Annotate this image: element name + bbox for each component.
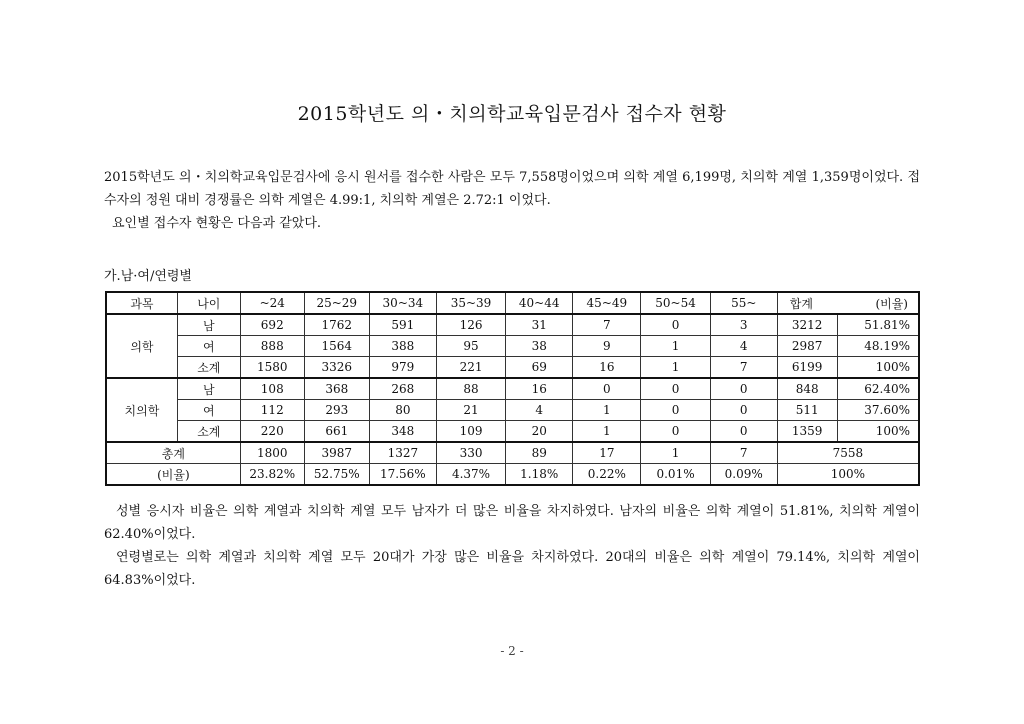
table-header-row [106,292,919,314]
value-cell: 95 [436,336,505,357]
grand-ratio-cell: 100% [777,464,919,486]
table-row [106,378,919,400]
value-cell: 1 [641,336,710,357]
value-cell: 1762 [304,314,369,336]
gender-paragraph: 성별 응시자 비율은 의학 계열과 치의학 계열 모두 남자가 더 많은 비율을 차지하였다. 남자의 비율은 의학 계열이 51.81%, 치의학 계열이 62.40%이었다. [104,504,920,542]
group-name-cell: 의학 [106,314,177,378]
value-cell: 221 [436,357,505,379]
row-label-cell: 남 [177,314,240,336]
header-age-cell: 30~34 [369,292,436,314]
ratio-cell: 100% [837,421,919,443]
value-cell: 0 [641,421,710,443]
total-cell: 3212 [777,314,837,336]
page-number: - 2 - [500,644,524,658]
value-cell: 293 [304,400,369,421]
total-cell: 848 [777,378,837,400]
table-row [106,314,919,336]
value-cell: 80 [369,400,436,421]
ratio-cell: 51.81% [837,314,919,336]
value-cell: 17 [573,442,641,464]
value-cell: 388 [369,336,436,357]
applicant-table [105,291,920,486]
value-cell: 1580 [240,357,304,379]
header-total-ratio [777,292,919,314]
value-cell: 9 [573,336,641,357]
grand-total-row [106,442,919,464]
value-cell: 4 [710,336,777,357]
header-age-cell: 45~49 [573,292,641,314]
value-cell: 1564 [304,336,369,357]
grand-ratio-row [106,464,919,486]
value-cell: 88 [436,378,505,400]
section-label: 가.남·여/연령별 [104,269,192,284]
row-label-cell: 남 [177,378,240,400]
value-cell: 21 [436,400,505,421]
value-cell: 1800 [240,442,304,464]
total-cell: 511 [777,400,837,421]
value-cell: 52.75% [304,464,369,486]
value-cell: 7 [573,314,641,336]
intro-text: 2015학년도 의・치의학교육입문검사에 응시 원서를 접수한 사람은 모두 7,558명이었으며 의학 계열 6,199명, 치의학 계열 1,359명이었다. 접수자의 정원 대비 경쟁률은 의학 계열은 4.99:1, 치의학 계열은 2.72:1 이었다. [104,170,920,208]
ratio-cell: 62.40% [837,378,919,400]
value-cell: 0 [641,314,710,336]
value-cell: 268 [369,378,436,400]
header-ratio: (비율) [875,296,908,311]
value-cell: 0.09% [710,464,777,486]
value-cell: 1 [641,357,710,379]
value-cell: 17.56% [369,464,436,486]
header-age-cell: 25~29 [304,292,369,314]
header-age-cell: 50~54 [641,292,710,314]
value-cell: 0 [710,378,777,400]
total-cell: 1359 [777,421,837,443]
value-cell: 69 [506,357,573,379]
row-label-cell: 소계 [177,421,240,443]
value-cell: 108 [240,378,304,400]
ratio-cell: 37.60% [837,400,919,421]
header-major: 과목 [106,292,177,314]
value-cell: 109 [436,421,505,443]
header-age-cell: 55~ [710,292,777,314]
value-cell: 126 [436,314,505,336]
value-cell: 692 [240,314,304,336]
value-cell: 38 [506,336,573,357]
grand-total-cell: 7558 [777,442,919,464]
value-cell: 0 [573,378,641,400]
header-age-cell: 35~39 [436,292,505,314]
value-cell: 0 [641,400,710,421]
value-cell: 348 [369,421,436,443]
value-cell: 31 [506,314,573,336]
value-cell: 112 [240,400,304,421]
value-cell: 1.18% [506,464,573,486]
total-cell: 6199 [777,357,837,379]
header-age: 나이 [177,292,240,314]
value-cell: 888 [240,336,304,357]
value-cell: 23.82% [240,464,304,486]
age-paragraph: 연령별로는 의학 계열과 치의학 계열 모두 20대가 가장 많은 비율을 차지하였다. 20대의 비율은 의학 계열이 79.14%, 치의학 계열이 64.83%이었다. [104,550,920,588]
grand-ratio-label: (비율) [106,464,240,486]
value-cell: 0 [641,378,710,400]
value-cell: 4 [506,400,573,421]
value-cell: 1 [573,400,641,421]
value-cell: 16 [573,357,641,379]
value-cell: 3 [710,314,777,336]
value-cell: 1327 [369,442,436,464]
value-cell: 0 [710,421,777,443]
table-row [106,336,919,357]
value-cell: 0.01% [641,464,710,486]
value-cell: 330 [436,442,505,464]
group-name-cell: 치의학 [106,378,177,442]
value-cell: 16 [506,378,573,400]
row-label-cell: 소계 [177,357,240,379]
value-cell: 4.37% [436,464,505,486]
value-cell: 1 [573,421,641,443]
value-cell: 591 [369,314,436,336]
row-label-cell: 여 [177,336,240,357]
value-cell: 661 [304,421,369,443]
header-age-cell: ~24 [240,292,304,314]
value-cell: 368 [304,378,369,400]
value-cell: 3987 [304,442,369,464]
value-cell: 7 [710,357,777,379]
intro-paragraph [104,166,920,235]
value-cell: 89 [506,442,573,464]
page-title: 2015학년도 의・치의학교육입문검사 접수자 현황 [297,103,727,125]
table-row [106,400,919,421]
value-cell: 0 [710,400,777,421]
header-age-cell: 40~44 [506,292,573,314]
value-cell: 220 [240,421,304,443]
value-cell: 1 [641,442,710,464]
header-total: 합계 [789,296,813,311]
table-row [106,357,919,379]
row-label-cell: 여 [177,400,240,421]
value-cell: 0.22% [573,464,641,486]
value-cell: 20 [506,421,573,443]
intro-summary-text: 요인별 접수자 현황은 다음과 같았다. [112,216,322,231]
table-row [106,421,919,443]
value-cell: 3326 [304,357,369,379]
ratio-cell: 48.19% [837,336,919,357]
value-cell: 7 [710,442,777,464]
ratio-cell: 100% [837,357,919,379]
value-cell: 979 [369,357,436,379]
grand-total-label: 총계 [106,442,240,464]
total-cell: 2987 [777,336,837,357]
